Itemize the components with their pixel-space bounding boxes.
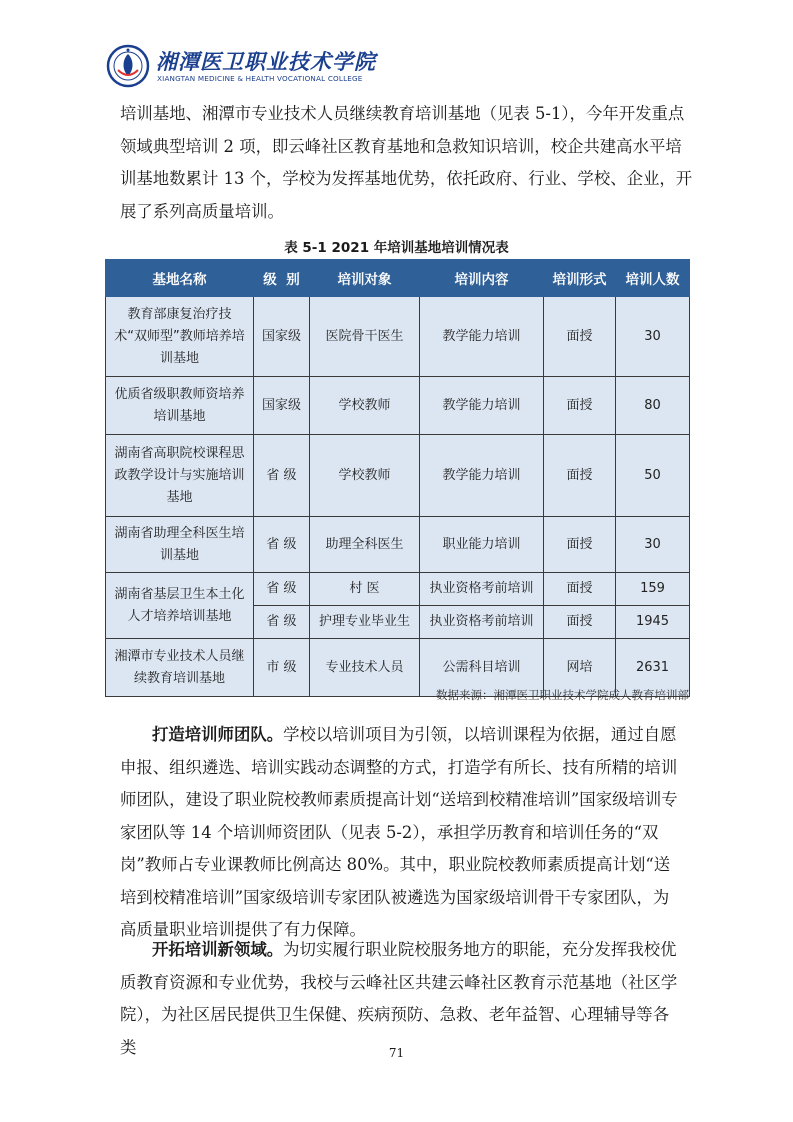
form-cell: 面授 (544, 606, 616, 639)
column-header: 级 别 (254, 260, 310, 297)
target-cell: 助理全科医生 (310, 517, 420, 573)
intro-line: 领域典型培训 2 项，即云峰社区教育基地和急救知识培训，校企共建高水平培 (120, 136, 682, 156)
base-name-cell: 教育部康复治疗技术“双师型”教师培养培训基地 (106, 297, 254, 377)
table-row (106, 435, 690, 517)
table-row (106, 297, 690, 377)
count-cell: 30 (616, 297, 690, 377)
form-cell: 面授 (544, 377, 616, 435)
table-header-row (106, 260, 690, 297)
target-cell: 学校教师 (310, 435, 420, 517)
column-header: 培训人数 (616, 260, 690, 297)
count-cell: 159 (616, 573, 690, 606)
target-cell: 护理专业毕业生 (310, 606, 420, 639)
teacher-team-paragraph (120, 719, 680, 947)
level-cell: 省 级 (254, 435, 310, 517)
intro-line: 培训基地、湘潭市专业技术人员继续教育培训基地（见表 5-1），今年开发重点 (120, 104, 685, 123)
table-row (106, 377, 690, 435)
base-name-cell: 湖南省助理全科医生培训基地 (106, 517, 254, 573)
training-base-table (105, 259, 690, 697)
table-row (106, 573, 690, 606)
level-cell: 省 级 (254, 517, 310, 573)
level-cell: 市 级 (254, 639, 310, 697)
content-cell: 职业能力培训 (420, 517, 544, 573)
intro-line: 展了系列高质量培训。 (120, 201, 284, 221)
table-row (106, 517, 690, 573)
count-cell: 30 (616, 517, 690, 573)
column-header: 培训对象 (310, 260, 420, 297)
college-seal-icon (106, 44, 150, 88)
content-cell: 教学能力培训 (420, 377, 544, 435)
new-field-paragraph (120, 934, 680, 1064)
target-cell: 医院骨干医生 (310, 297, 420, 377)
content-cell: 教学能力培训 (420, 297, 544, 377)
form-cell: 面授 (544, 517, 616, 573)
paragraph-lead: 开拓培训新领域。 (152, 940, 284, 959)
base-name-cell: 湖南省基层卫生本土化人才培养培训基地 (106, 573, 254, 639)
target-cell: 学校教师 (310, 377, 420, 435)
content-cell: 公需科目培训 (420, 639, 544, 697)
level-cell: 国家级 (254, 377, 310, 435)
base-name-cell: 湘潭市专业技术人员继续教育培训基地 (106, 639, 254, 697)
college-name-en: XIANGTAN MEDICINE & HEALTH VOCATIONAL COLLEGE (157, 74, 363, 83)
target-cell: 村 医 (310, 573, 420, 606)
table-caption: 表 5-1 2021 年培训基地培训情况表 (284, 240, 509, 256)
page-header (106, 44, 376, 94)
form-cell: 面授 (544, 435, 616, 517)
level-cell: 国家级 (254, 297, 310, 377)
form-cell: 面授 (544, 297, 616, 377)
level-cell: 省 级 (254, 606, 310, 639)
paragraph-text: 为切实履行职业院校服务地方的职能，充分发挥我校优质教育资源和专业优势，我校与云峰社区共建云峰社区教育示范基地（社区学院），为社区居民提供卫生保健、疾病预防、急救、老年益智、心理辅导等各类 (120, 940, 678, 1057)
column-header: 培训形式 (544, 260, 616, 297)
content-cell: 执业资格考前培训 (420, 606, 544, 639)
target-cell: 专业技术人员 (310, 639, 420, 697)
paragraph-lead: 打造培训师团队。 (152, 725, 284, 744)
base-name-cell: 优质省级职教师资培养培训基地 (106, 377, 254, 435)
level-cell: 省 级 (254, 573, 310, 606)
intro-paragraph (120, 98, 693, 228)
content-cell: 教学能力培训 (420, 435, 544, 517)
form-cell: 网培 (544, 639, 616, 697)
column-header: 基地名称 (106, 260, 254, 297)
count-cell: 80 (616, 377, 690, 435)
count-cell: 50 (616, 435, 690, 517)
college-name-cn: 湘潭医卫职业技术学院 (156, 49, 376, 74)
page-number: 71 (388, 1046, 405, 1060)
intro-line: 训基地数累计 13 个，学校为发挥基地优势，依托政府、行业、学校、企业，开 (120, 169, 693, 188)
column-header: 培训内容 (420, 260, 544, 297)
count-cell: 2631 (616, 639, 690, 697)
count-cell: 1945 (616, 606, 690, 639)
table-source-note: 数据来源：湘潭医卫职业技术学院成人教育培训部 (436, 688, 689, 702)
form-cell: 面授 (544, 573, 616, 606)
base-name-cell: 湖南省高职院校课程思政教学设计与实施培训基地 (106, 435, 254, 517)
paragraph-text: 学校以培训项目为引领，以培训课程为依据，通过自愿申报、组织遴选、培训实践动态调整的方式，打造学有所长、技有所精的培训师团队，建设了职业院校教师素质提高计划“送培到校精准培训”国家级培训专家团队等 14 个培训师资团队（见表 5-2），承担学历教育和培训任务的“双岗”教师占专业课教师比例高达 80%。其中，职业院校教师素质提高计划“送培到校精准培训”国家级培训专家团队被遴选为国家级培训骨干专家团队，为高质量职业培训提供了有力保障。 (120, 725, 678, 939)
content-cell: 执业资格考前培训 (420, 573, 544, 606)
